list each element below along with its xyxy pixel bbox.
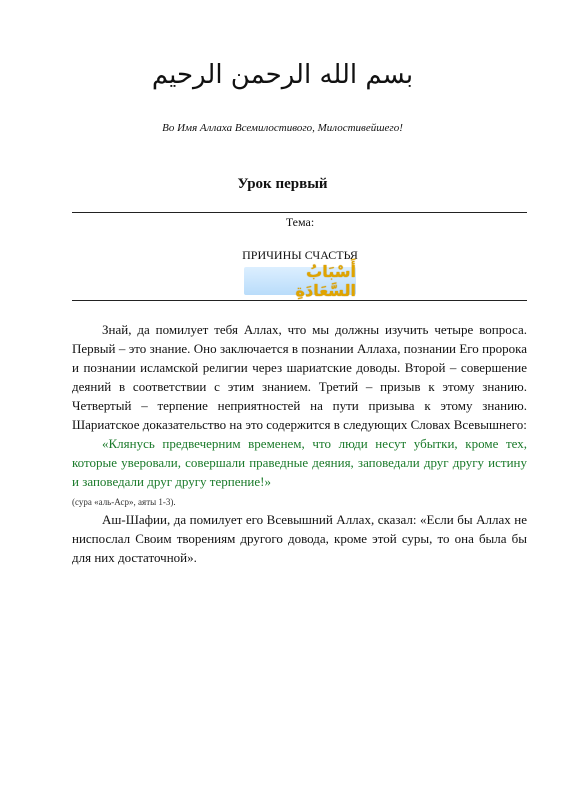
paragraph-knowledge: Знай, да помилует тебя Аллах, что мы должны изучить четыре вопроса. Первый – это знание. Оно заключается в познании Аллаха, познании Его пророка и познании исламской религии через шариатские доводы. Второй – совершение деяний в соответствии с этим знанием. Третий – призыв к этому знанию. Четвертый – терпение неприятностей на пути призыва к этому знанию. Шариатское доказательство на это содержится в следующих Словах Всевышнего:	[72, 322, 527, 432]
paragraph-shafii: Аш-Шафии, да помилует его Всевышний Аллах, сказал: «Если бы Аллах не ниспослал Своим творениям другого довода, кроме этой суры, то она была бы для них достаточной».	[72, 512, 527, 565]
theme-label: Тема:	[285, 215, 315, 229]
quran-quote-block	[72, 434, 527, 510]
bottom-divider	[72, 300, 527, 301]
lesson-title: Урок первый	[237, 176, 328, 192]
invocation: Во Имя Аллаха Всемилостивого, Милостивейшего!	[162, 122, 403, 134]
basmala: بسم الله الرحمن الرحيم	[151, 60, 414, 90]
quote-source: (сура «аль-Аср», аяты 1-3).	[72, 497, 176, 507]
top-divider	[72, 212, 527, 213]
arabic-title-banner	[244, 262, 356, 300]
topic-title: ПРИЧИНЫ СЧАСТЬЯ	[242, 248, 358, 262]
quran-quote: «Клянусь предвечерним временем, что люди несут убытки, кроме тех, которые уверовали, совершали праведные деяния, заповедали друг другу истину и заповедали друг другу терпение!»	[72, 436, 527, 489]
arabic-title: أَسْبَابُ السَّعَادَةِ	[295, 262, 356, 300]
body-text	[72, 320, 527, 567]
